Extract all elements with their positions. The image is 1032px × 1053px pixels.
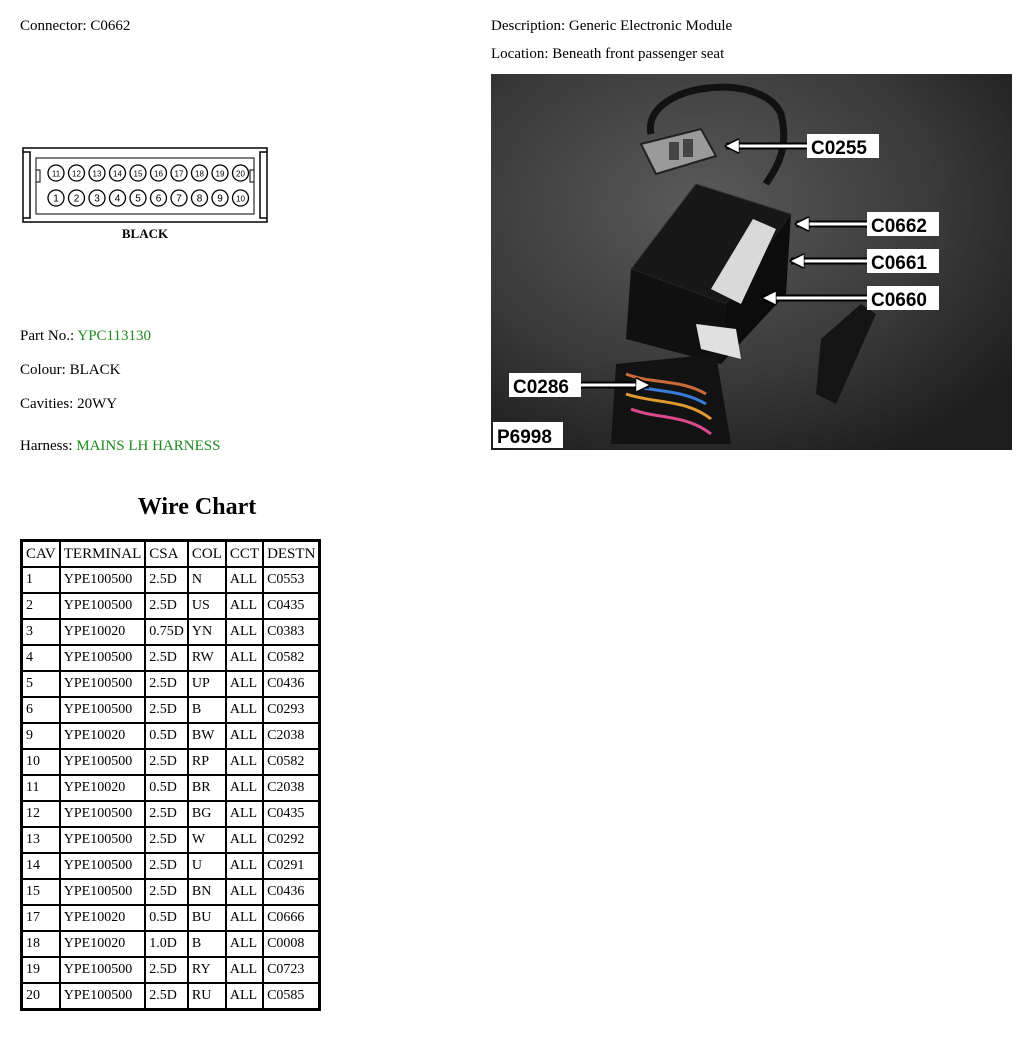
- cell-csa: 0.75D: [145, 619, 188, 645]
- cell-destn: C2038: [263, 775, 320, 801]
- column-header-csa: CSA: [145, 541, 188, 568]
- cell-destn: C0008: [263, 931, 320, 957]
- cell-cct: ALL: [226, 697, 263, 723]
- description-value: Generic Electronic Module: [568, 18, 733, 34]
- cell-col: RY: [188, 957, 226, 983]
- cell-destn: C0293: [263, 697, 320, 723]
- cell-cav: 6: [22, 697, 60, 723]
- cell-destn: C2038: [263, 723, 320, 749]
- cell-terminal: YPE10020: [60, 619, 146, 645]
- description-label: Description:: [491, 18, 566, 34]
- cell-terminal: YPE100500: [60, 697, 146, 723]
- cell-terminal: YPE10020: [60, 905, 146, 931]
- table-row: [22, 957, 320, 983]
- connector-label: Connector:: [20, 18, 87, 34]
- pin-label: 8: [196, 193, 203, 205]
- part-number-field: [20, 328, 151, 345]
- cell-destn: C0291: [263, 853, 320, 879]
- location-photo: [491, 74, 1012, 450]
- cell-csa: 2.5D: [145, 697, 188, 723]
- table-row: [22, 879, 320, 905]
- cell-csa: 2.5D: [145, 853, 188, 879]
- cell-csa: 2.5D: [145, 593, 188, 619]
- cell-cav: 12: [22, 801, 60, 827]
- cell-col: BU: [188, 905, 226, 931]
- table-row: [22, 931, 320, 957]
- column-header-cct: CCT: [226, 541, 263, 568]
- cell-terminal: YPE100500: [60, 567, 146, 593]
- harness-field: [20, 438, 220, 455]
- cell-cav: 20: [22, 983, 60, 1010]
- cell-csa: 2.5D: [145, 801, 188, 827]
- cell-terminal: YPE100500: [60, 879, 146, 905]
- cell-col: RU: [188, 983, 226, 1010]
- table-row: [22, 749, 320, 775]
- cell-cct: ALL: [226, 671, 263, 697]
- callout-c0662: C0662: [871, 216, 927, 237]
- cell-cct: ALL: [226, 827, 263, 853]
- harness-link[interactable]: MAINS LH HARNESS: [76, 438, 221, 454]
- harness-label: Harness:: [20, 438, 73, 454]
- cavities-label: Cavities:: [20, 396, 74, 412]
- cell-cct: ALL: [226, 567, 263, 593]
- cell-cav: 18: [22, 931, 60, 957]
- cell-csa: 2.5D: [145, 671, 188, 697]
- pin-label: 1: [53, 193, 59, 205]
- colour-field: [20, 362, 120, 379]
- cell-cav: 5: [22, 671, 60, 697]
- pin-label: 18: [195, 169, 204, 179]
- pin-label: 2: [73, 193, 80, 205]
- cell-destn: C0666: [263, 905, 320, 931]
- location-label: Location:: [491, 46, 549, 62]
- cell-cav: 9: [22, 723, 60, 749]
- cell-cct: ALL: [226, 619, 263, 645]
- callout-c0661: C0661: [871, 253, 927, 274]
- cell-col: RP: [188, 749, 226, 775]
- cell-csa: 2.5D: [145, 645, 188, 671]
- pin-label: 14: [113, 169, 122, 179]
- cell-destn: C0582: [263, 749, 320, 775]
- callout-c0660: C0660: [871, 290, 927, 311]
- cell-csa: 2.5D: [145, 567, 188, 593]
- callout-c0255: C0255: [811, 138, 867, 159]
- description-field: [491, 18, 732, 35]
- cell-destn: C0723: [263, 957, 320, 983]
- table-row: [22, 983, 320, 1010]
- cell-cav: 10: [22, 749, 60, 775]
- cell-terminal: YPE100500: [60, 749, 146, 775]
- cell-terminal: YPE100500: [60, 827, 146, 853]
- pin-label: 11: [51, 169, 61, 179]
- cell-destn: C0582: [263, 645, 320, 671]
- cell-terminal: YPE10020: [60, 931, 146, 957]
- cell-cav: 13: [22, 827, 60, 853]
- location-value: Beneath front passenger seat: [552, 46, 725, 62]
- callout-c0286: C0286: [513, 377, 569, 398]
- cavities-value: 20WY: [77, 396, 118, 412]
- cell-terminal: YPE10020: [60, 775, 146, 801]
- cavities-field: [20, 396, 117, 413]
- table-row: [22, 801, 320, 827]
- cell-csa: 2.5D: [145, 879, 188, 905]
- cell-col: YN: [188, 619, 226, 645]
- pin-label: 15: [133, 169, 143, 179]
- cell-destn: C0435: [263, 593, 320, 619]
- cell-csa: 0.5D: [145, 723, 188, 749]
- cell-destn: C0553: [263, 567, 320, 593]
- cell-cct: ALL: [226, 593, 263, 619]
- pin-label: 4: [114, 193, 121, 205]
- location-field: [491, 46, 724, 63]
- connector-field: [20, 18, 130, 35]
- cell-cct: ALL: [226, 645, 263, 671]
- cell-csa: 2.5D: [145, 827, 188, 853]
- cell-terminal: YPE10020: [60, 723, 146, 749]
- cell-destn: C0436: [263, 671, 320, 697]
- cell-destn: C0292: [263, 827, 320, 853]
- cell-terminal: YPE100500: [60, 593, 146, 619]
- pin-label: 16: [154, 169, 163, 179]
- cell-destn: C0585: [263, 983, 320, 1010]
- part-number-label: Part No.:: [20, 328, 75, 344]
- cell-col: UP: [188, 671, 226, 697]
- pin-label: 3: [94, 193, 100, 205]
- table-row: [22, 567, 320, 593]
- cell-col: BW: [188, 723, 226, 749]
- cell-cav: 19: [22, 957, 60, 983]
- cell-csa: 2.5D: [145, 749, 188, 775]
- cell-terminal: YPE100500: [60, 957, 146, 983]
- table-row: [22, 697, 320, 723]
- cell-cct: ALL: [226, 749, 263, 775]
- cell-csa: 2.5D: [145, 983, 188, 1010]
- cell-csa: 0.5D: [145, 775, 188, 801]
- cell-cav: 11: [22, 775, 60, 801]
- column-header-terminal: TERMINAL: [60, 541, 146, 568]
- cell-terminal: YPE100500: [60, 853, 146, 879]
- cell-cav: 1: [22, 567, 60, 593]
- part-number-link[interactable]: YPC113130: [77, 328, 151, 344]
- cell-col: BG: [188, 801, 226, 827]
- wire-chart-header-row: [22, 541, 320, 568]
- wire-chart-table: [20, 539, 321, 1011]
- cell-csa: 0.5D: [145, 905, 188, 931]
- table-row: [22, 619, 320, 645]
- cell-cct: ALL: [226, 931, 263, 957]
- cell-col: U: [188, 853, 226, 879]
- cell-destn: C0436: [263, 879, 320, 905]
- cell-destn: C0435: [263, 801, 320, 827]
- cell-col: B: [188, 697, 226, 723]
- connector-pinout-diagram: [20, 142, 270, 242]
- column-header-destn: DESTN: [263, 541, 320, 568]
- cell-cct: ALL: [226, 853, 263, 879]
- cell-col: W: [188, 827, 226, 853]
- lower-connector-block: [611, 354, 731, 444]
- cell-csa: 1.0D: [145, 931, 188, 957]
- wire-chart-title: Wire Chart: [137, 494, 257, 520]
- pin-label: 20: [236, 169, 245, 179]
- cell-terminal: YPE100500: [60, 671, 146, 697]
- table-row: [22, 853, 320, 879]
- cell-cav: 3: [22, 619, 60, 645]
- cell-destn: C0383: [263, 619, 320, 645]
- table-row: [22, 905, 320, 931]
- pin-label: 9: [217, 193, 223, 205]
- colour-value: BLACK: [69, 362, 121, 378]
- cell-cct: ALL: [226, 905, 263, 931]
- cell-cav: 15: [22, 879, 60, 905]
- cell-col: B: [188, 931, 226, 957]
- pin-label: 13: [92, 169, 102, 179]
- table-row: [22, 723, 320, 749]
- connector-value: C0662: [90, 18, 131, 34]
- cell-col: BN: [188, 879, 226, 905]
- wire-chart-body: [22, 567, 320, 1010]
- table-row: [22, 645, 320, 671]
- column-header-cav: CAV: [22, 541, 60, 568]
- pin-label: 19: [215, 169, 225, 179]
- pin-row-top: [48, 165, 249, 181]
- pin-label: 17: [174, 169, 184, 179]
- table-row: [22, 593, 320, 619]
- cell-cct: ALL: [226, 957, 263, 983]
- cell-cct: ALL: [226, 775, 263, 801]
- column-header-col: COL: [188, 541, 226, 568]
- cell-cav: 17: [22, 905, 60, 931]
- pin-label: 6: [155, 193, 162, 205]
- cell-col: US: [188, 593, 226, 619]
- cell-csa: 2.5D: [145, 957, 188, 983]
- pin-label: 5: [135, 193, 141, 205]
- cell-cav: 14: [22, 853, 60, 879]
- colour-label: Colour:: [20, 362, 66, 378]
- table-row: [22, 827, 320, 853]
- cell-col: N: [188, 567, 226, 593]
- cell-cct: ALL: [226, 801, 263, 827]
- pin-row-bottom: [48, 190, 249, 206]
- cell-cav: 2: [22, 593, 60, 619]
- cell-cct: ALL: [226, 879, 263, 905]
- pin-label: 10: [236, 194, 245, 204]
- cell-col: RW: [188, 645, 226, 671]
- cell-terminal: YPE100500: [60, 645, 146, 671]
- cell-terminal: YPE100500: [60, 983, 146, 1010]
- pin-label: 12: [72, 169, 81, 179]
- table-row: [22, 671, 320, 697]
- cell-cct: ALL: [226, 723, 263, 749]
- pinout-caption: BLACK: [121, 226, 169, 241]
- cell-terminal: YPE100500: [60, 801, 146, 827]
- pin-label: 7: [176, 193, 182, 205]
- cell-cav: 4: [22, 645, 60, 671]
- photo-reference: P6998: [497, 427, 552, 448]
- table-row: [22, 775, 320, 801]
- cell-col: BR: [188, 775, 226, 801]
- cell-cct: ALL: [226, 983, 263, 1010]
